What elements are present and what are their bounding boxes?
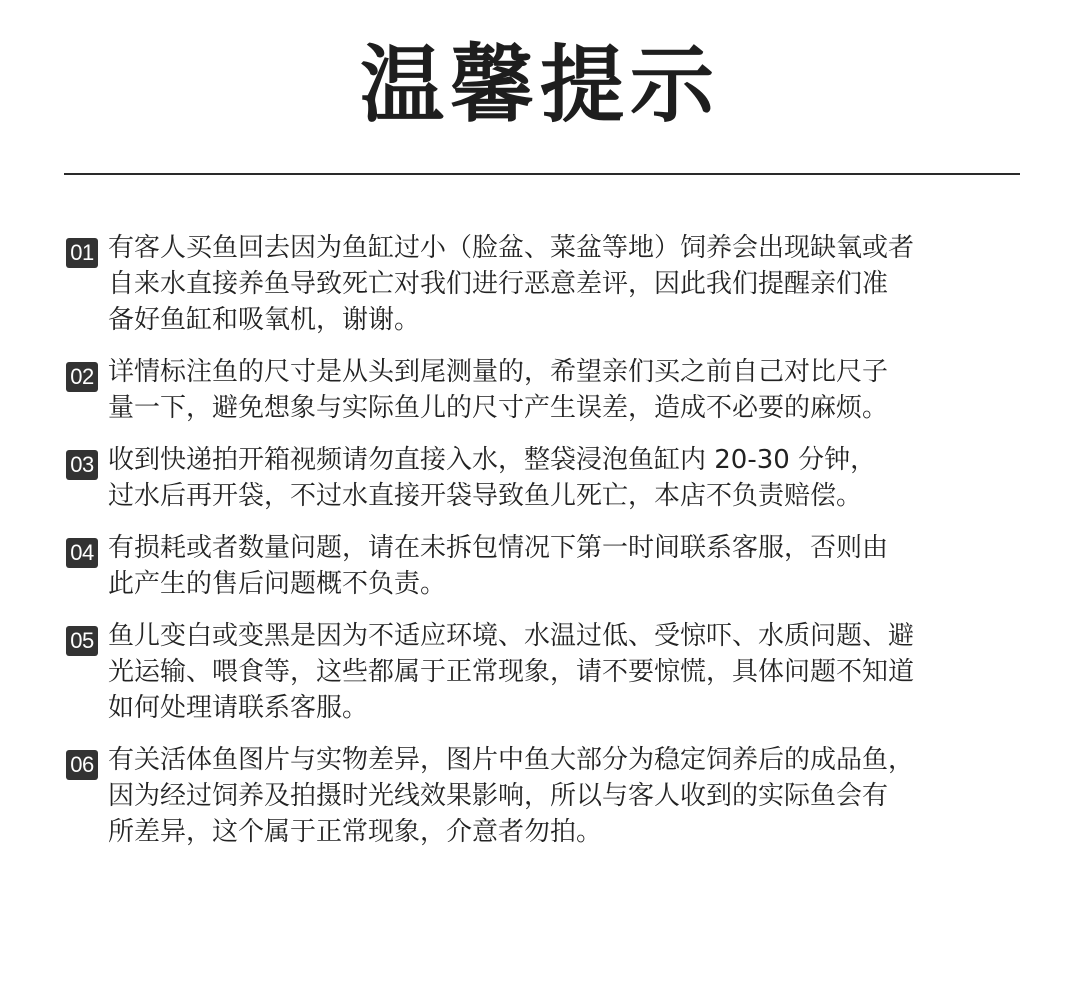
notice-text: 有客人买鱼回去因为鱼缸过小（脸盆、菜盆等地）饲养会出现缺氧或者 自来水直接养鱼导致死亡对我们进行恶意差评，因此我们提醒亲们准 备好鱼缸和吸氧机，谢谢。	[108, 233, 915, 335]
notice-text: 有损耗或者数量问题，请在未拆包情况下第一时间联系客服，否则由 此产生的售后问题概不负责。	[108, 533, 889, 599]
notice-item	[66, 530, 1026, 602]
notice-number-badge: 04	[66, 538, 98, 568]
notice-text: 详情标注鱼的尺寸是从头到尾测量的，希望亲们买之前自己对比尺子 量一下，避免想象与实际鱼儿的尺寸产生误差，造成不必要的麻烦。	[108, 357, 889, 423]
notice-text: 鱼儿变白或变黑是因为不适应环境、水温过低、受惊吓、水质问题、避 光运输、喂食等，这些都属于正常现象，请不要惊慌，具体问题不知道 如何处理请联系客服。	[108, 621, 915, 723]
notice-item	[66, 354, 1026, 426]
notice-item	[66, 442, 1026, 514]
notice-number-badge: 03	[66, 450, 98, 480]
notice-number-badge: 06	[66, 750, 98, 780]
notice-number-badge: 05	[66, 626, 98, 656]
notice-number-badge: 02	[66, 362, 98, 392]
notice-text: 有关活体鱼图片与实物差异，图片中鱼大部分为稳定饲养后的成品鱼， 因为经过饲养及拍摄时光线效果影响，所以与客人收到的实际鱼会有 所差异，这个属于正常现象，介意者勿拍。	[108, 745, 915, 847]
notice-text: 收到快递拍开箱视频请勿直接入水，整袋浸泡鱼缸内 20-30 分钟， 过水后再开袋，不过水直接开袋导致鱼儿死亡，本店不负责赔偿。	[108, 445, 877, 511]
notice-list	[66, 230, 1026, 866]
notice-item	[66, 230, 1026, 338]
notice-item	[66, 742, 1026, 850]
notice-number-badge: 01	[66, 238, 98, 268]
notice-item	[66, 618, 1026, 726]
page-title: 温馨提示	[359, 36, 720, 134]
title-divider	[64, 173, 1020, 175]
